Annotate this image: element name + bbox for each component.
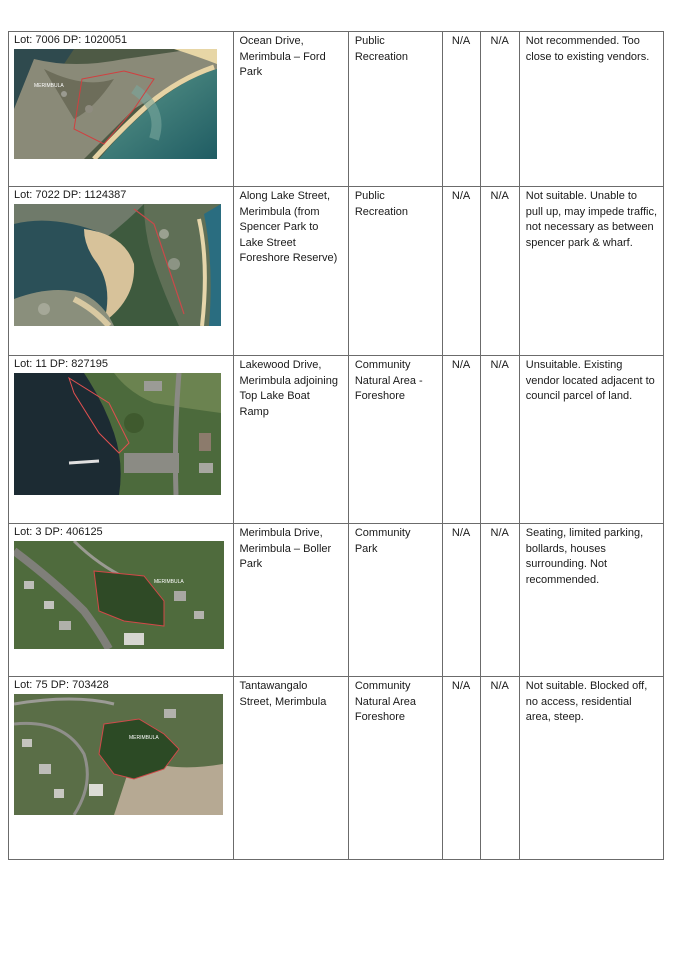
comment-cell: Unsuitable. Existing vendor located adjacent to council parcel of land.	[519, 356, 663, 524]
location-cell: Ocean Drive, Merimbula – Ford Park	[233, 32, 348, 187]
table-row	[9, 524, 664, 677]
comment-cell: Not suitable. Unable to pull up, may impede traffic, not necessary as between spencer park & wharf.	[519, 187, 663, 356]
lot-number: Lot: 3 DP: 406125	[14, 526, 103, 538]
comment-cell: Not suitable. Blocked off, no access, residential area, steep.	[519, 677, 663, 860]
na-cell: N/A	[442, 677, 480, 860]
na-cell: N/A	[480, 187, 519, 356]
zoning-cell: Community Park	[348, 524, 442, 677]
map-label: MERIMBULA	[34, 82, 64, 89]
aerial-photo	[14, 373, 221, 495]
zoning-cell: Public Recreation	[348, 32, 442, 187]
lot-number: Lot: 7022 DP: 1124387	[14, 189, 127, 201]
na-cell: N/A	[480, 524, 519, 677]
na-cell: N/A	[480, 32, 519, 187]
map-label: MERIMBULA	[129, 734, 159, 741]
lot-cell	[9, 677, 234, 860]
location-cell: Merimbula Drive, Merimbula – Boller Park	[233, 524, 348, 677]
location-cell: Along Lake Street, Merimbula (from Spencer Park to Lake Street Foreshore Reserve)	[233, 187, 348, 356]
lot-number: Lot: 7006 DP: 1020051	[14, 34, 128, 46]
table-row	[9, 32, 664, 187]
comment-cell: Seating, limited parking, bollards, houses surrounding. Not recommended.	[519, 524, 663, 677]
na-cell: N/A	[442, 356, 480, 524]
na-cell: N/A	[442, 187, 480, 356]
table-row	[9, 356, 664, 524]
map-label: MERIMBULA	[154, 578, 184, 585]
lot-number: Lot: 11 DP: 827195	[14, 358, 108, 370]
na-cell: N/A	[442, 524, 480, 677]
table-row	[9, 187, 664, 356]
location-cell: Tantawangalo Street, Merimbula	[233, 677, 348, 860]
zoning-cell: Public Recreation	[348, 187, 442, 356]
aerial-photo	[14, 694, 223, 815]
table-row	[9, 677, 664, 860]
na-cell: N/A	[480, 677, 519, 860]
lot-cell	[9, 187, 234, 356]
comment-cell: Not recommended. Too close to existing vendors.	[519, 32, 663, 187]
aerial-photo	[14, 204, 221, 326]
na-cell: N/A	[480, 356, 519, 524]
aerial-photo	[14, 541, 224, 649]
na-cell: N/A	[442, 32, 480, 187]
location-cell: Lakewood Drive, Merimbula adjoining Top Lake Boat Ramp	[233, 356, 348, 524]
aerial-photo	[14, 49, 217, 159]
lot-cell	[9, 356, 234, 524]
lot-cell	[9, 32, 234, 187]
zoning-cell: Community Natural Area - Foreshore	[348, 356, 442, 524]
lot-cell	[9, 524, 234, 677]
zoning-cell: Community Natural Area Foreshore	[348, 677, 442, 860]
sites-table	[8, 31, 664, 860]
lot-number: Lot: 75 DP: 703428	[14, 679, 109, 691]
